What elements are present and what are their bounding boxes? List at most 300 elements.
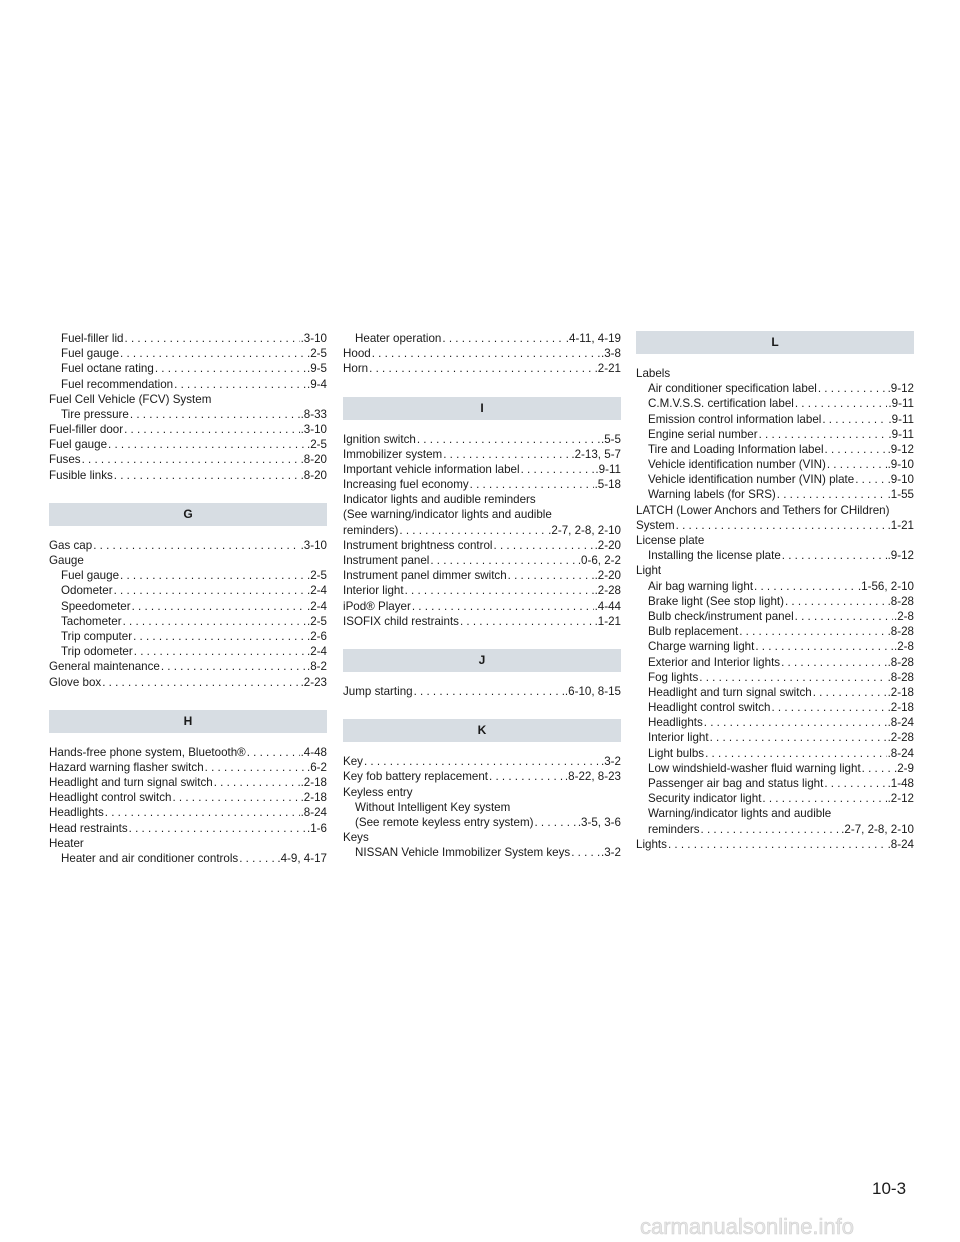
entry-page: .6-10, 8-15	[564, 684, 621, 698]
entry-text: NISSAN Vehicle Immobilizer System keys	[355, 846, 571, 860]
dot-leader	[701, 822, 841, 837]
dot-leader	[825, 442, 887, 457]
dot-leader	[414, 684, 564, 699]
dot-leader	[827, 457, 887, 472]
entry-text: Heater and air conditioner controls	[61, 852, 239, 866]
entry-text: Without Intelligent Key system	[355, 800, 511, 814]
entry-text: Trip odometer	[61, 645, 133, 659]
entry-text: Fuel-filler door	[49, 423, 124, 437]
index-entry	[49, 775, 327, 790]
dot-leader	[460, 614, 594, 629]
index-entry	[49, 453, 327, 468]
entry-page: .3-2	[601, 755, 621, 769]
entry-text: Headlight and turn signal switch	[49, 776, 213, 790]
entry-text: Key fob battery replacement	[343, 770, 489, 784]
entry-page: .8-28	[887, 670, 914, 684]
index-entry	[636, 503, 914, 518]
entry-page: .8-28	[887, 594, 914, 608]
section-letter-j: J	[343, 649, 621, 672]
entry-text: Fuel-filler lid	[61, 331, 124, 345]
entry-page: .1-56, 2-10	[857, 579, 914, 593]
entry-page: .3-2	[601, 846, 621, 860]
entry-text: Vehicle identification number (VIN)	[648, 458, 826, 472]
index-entry	[49, 790, 327, 805]
entry-text: Installing the license plate	[648, 549, 781, 563]
index-entry	[636, 381, 914, 396]
index-entry	[343, 553, 621, 568]
dot-leader	[405, 583, 594, 598]
dot-leader	[82, 453, 300, 468]
entry-text: Emission control information label	[648, 412, 822, 426]
entry-text: Fuel gauge	[61, 569, 120, 583]
dot-leader	[755, 639, 893, 654]
entry-page: .2-7, 2-8, 2-10	[548, 523, 621, 537]
entry-text: Air conditioner specification label	[648, 382, 817, 396]
index-entry	[49, 568, 327, 583]
page-number: 10-3	[872, 1179, 907, 1198]
index-entry	[636, 563, 914, 578]
index-entry	[49, 422, 327, 437]
entry-text: Gauge	[49, 554, 84, 568]
index-entry	[49, 583, 327, 598]
entry-text: Brake light (See stop light)	[648, 594, 784, 608]
index-entry	[343, 447, 621, 462]
index-entry	[636, 655, 914, 670]
index-entry	[636, 518, 914, 533]
entry-page: .1-48	[887, 777, 914, 791]
dot-leader	[771, 700, 886, 715]
index-entry	[343, 432, 621, 447]
index-entry	[636, 427, 914, 442]
index-entry	[343, 361, 621, 376]
entry-text: Glove box	[49, 675, 102, 689]
index-entry	[49, 806, 327, 821]
dot-leader	[214, 775, 300, 790]
entry-text: Headlight control switch	[49, 791, 172, 805]
entry-page: .2-5	[307, 438, 327, 452]
entry-page: .8-24	[300, 806, 327, 820]
dot-leader	[369, 361, 593, 376]
index-entry	[49, 821, 327, 836]
entry-page: .3-8	[601, 347, 621, 361]
index-entry	[343, 845, 621, 860]
entry-text: Bulb replacement	[648, 625, 739, 639]
section-letter-l: L	[636, 331, 914, 354]
index-entry	[343, 331, 621, 346]
dot-leader	[494, 538, 594, 553]
entry-text: Air bag warning light	[648, 579, 754, 593]
index-entry	[636, 594, 914, 609]
entry-text: Gas cap	[49, 538, 93, 552]
section-letter-i: I	[343, 397, 621, 420]
dot-leader	[120, 346, 306, 361]
dot-leader	[430, 553, 576, 568]
entry-text: Heater operation	[355, 331, 442, 345]
dot-leader	[123, 614, 306, 629]
index-entry	[49, 538, 327, 553]
dot-leader	[822, 412, 887, 427]
index-entry	[49, 553, 327, 568]
dot-leader	[108, 437, 306, 452]
entry-text: Interior light	[648, 731, 709, 745]
entry-text: Fusible links	[49, 468, 113, 482]
watermark-text: carmanualsonline.info	[640, 1214, 855, 1239]
entry-text: Fog lights	[648, 670, 699, 684]
index-entry	[343, 614, 621, 629]
index-entry	[636, 412, 914, 427]
entry-text: Charge warning light	[648, 640, 755, 654]
entry-page: .9-12	[887, 382, 914, 396]
entry-text: Ignition switch	[343, 432, 416, 446]
dot-leader	[443, 447, 570, 462]
index-entry	[636, 791, 914, 806]
entry-page: .1-21	[887, 518, 914, 532]
index-entry	[49, 599, 327, 614]
entry-page: .9-10	[887, 458, 914, 472]
entry-page: .3-10	[300, 423, 327, 437]
entry-text: ISOFIX child restraints	[343, 614, 459, 628]
entry-page: .2-28	[594, 584, 621, 598]
entry-text: Security indicator light	[648, 792, 762, 806]
index-column-2	[343, 331, 621, 861]
dot-leader	[372, 346, 600, 361]
section-letter-k: K	[343, 719, 621, 742]
entry-page: .8-24	[887, 746, 914, 760]
index-entry	[343, 785, 621, 800]
dot-leader	[710, 731, 887, 746]
dot-leader	[782, 548, 887, 563]
index-entry	[343, 508, 621, 523]
dot-leader	[174, 377, 306, 392]
dot-leader	[813, 685, 887, 700]
index-entry	[49, 851, 327, 866]
index-entry	[49, 437, 327, 452]
section-letter-h: H	[49, 710, 327, 733]
entry-page: .2-13, 5-7	[571, 447, 621, 461]
entry-text: Vehicle identification number (VIN) plate	[648, 473, 855, 487]
index-entry	[49, 675, 327, 690]
index-entry	[343, 523, 621, 538]
entry-page: .3-10	[300, 331, 327, 345]
entry-text: Fuel Cell Vehicle (FCV) System	[49, 392, 212, 406]
entry-text: Engine serial number	[648, 427, 758, 441]
dot-leader	[824, 776, 886, 791]
index-entry	[636, 715, 914, 730]
index-column-3	[636, 331, 914, 852]
entry-page: .2-7, 2-8, 2-10	[841, 822, 914, 836]
index-entry	[636, 488, 914, 503]
dot-leader	[754, 579, 857, 594]
index-entry	[343, 583, 621, 598]
dot-leader	[704, 715, 887, 730]
dot-leader	[155, 361, 306, 376]
entry-text: Warning/indicator lights and audible	[648, 807, 832, 821]
entry-page: .2-5	[307, 347, 327, 361]
index-entry	[343, 754, 621, 769]
dot-leader	[129, 821, 306, 836]
dot-leader	[818, 381, 887, 396]
entry-page: .2-4	[307, 599, 327, 613]
entry-text: Bulb check/instrument panel	[648, 609, 794, 623]
entry-page: .2-12	[887, 792, 914, 806]
index-entry	[49, 659, 327, 674]
dot-leader	[132, 599, 306, 614]
entry-text: Fuel octane rating	[61, 362, 154, 376]
entry-page: .8-24	[887, 716, 914, 730]
entry-page: .2-20	[594, 538, 621, 552]
entry-page: .5-18	[594, 478, 621, 492]
index-entry	[343, 830, 621, 845]
dot-leader	[364, 754, 600, 769]
entry-page: .5-5	[601, 432, 621, 446]
entry-page: .8-20	[300, 468, 327, 482]
index-entry	[49, 392, 327, 407]
entry-page: .4-48	[300, 745, 327, 759]
entry-text: Heater	[49, 836, 84, 850]
entry-page: .2-21	[594, 362, 621, 376]
index-entry	[636, 457, 914, 472]
entry-text: reminders)	[343, 523, 399, 537]
entry-text: Horn	[343, 362, 369, 376]
dot-leader	[120, 568, 306, 583]
dot-leader	[399, 523, 547, 538]
dot-leader	[417, 432, 600, 447]
entry-text: Fuel gauge	[49, 438, 108, 452]
entry-text: Keyless entry	[343, 785, 413, 799]
entry-page: .2-18	[887, 701, 914, 715]
index-entry	[636, 746, 914, 761]
entry-text: Immobilizer system	[343, 447, 443, 461]
index-entry	[636, 761, 914, 776]
index-entry	[343, 462, 621, 477]
index-column-1	[49, 331, 327, 866]
dot-leader	[239, 851, 276, 866]
entry-page: .2-8	[894, 640, 914, 654]
index-entry	[343, 800, 621, 815]
index-entry	[636, 442, 914, 457]
entry-text: Hood	[343, 347, 371, 361]
dot-leader	[705, 746, 886, 761]
entry-page: .1-6	[307, 821, 327, 835]
index-entry	[343, 769, 621, 784]
entry-page: .2-5	[307, 614, 327, 628]
index-entry	[636, 548, 914, 563]
entry-text: reminders	[648, 822, 700, 836]
entry-text: Warning labels (for SRS)	[648, 488, 776, 502]
index-entry	[636, 685, 914, 700]
entry-text: Light	[636, 564, 662, 578]
entry-text: Low windshield-washer fluid warning light	[648, 761, 861, 775]
entry-page: .9-11	[888, 427, 914, 441]
index-entry	[636, 822, 914, 837]
dot-leader	[412, 599, 594, 614]
entry-page: .8-22, 8-23	[564, 770, 621, 784]
entry-page: .2-6	[307, 629, 327, 643]
index-entry	[343, 568, 621, 583]
dot-leader	[676, 518, 887, 533]
entry-page: .2-18	[300, 791, 327, 805]
entry-page: .8-33	[300, 407, 327, 421]
entry-text: General maintenance	[49, 660, 160, 674]
index-entry	[49, 377, 327, 392]
entry-text: Important vehicle information label	[343, 462, 520, 476]
index-entry	[636, 639, 914, 654]
index-entry	[636, 472, 914, 487]
index-entry	[636, 579, 914, 594]
entry-text: Hazard warning flasher switch	[49, 760, 204, 774]
dot-leader	[508, 568, 594, 583]
dot-leader	[777, 488, 887, 503]
index-entry	[49, 331, 327, 346]
dot-leader	[114, 468, 300, 483]
entry-page: .2-4	[307, 645, 327, 659]
entry-text: Instrument panel	[343, 554, 430, 568]
index-entry	[636, 624, 914, 639]
entry-text: Trip computer	[61, 629, 133, 643]
entry-page: .4-44	[594, 599, 621, 613]
entry-text: C.M.V.S.S. certification label	[648, 397, 794, 411]
entry-page: .9-4	[307, 377, 327, 391]
dot-leader	[114, 583, 306, 598]
entry-text: Indicator lights and audible reminders	[343, 493, 536, 507]
entry-page: .9-12	[887, 442, 914, 456]
entry-text: (See remote keyless entry system)	[355, 815, 534, 829]
dot-leader	[102, 675, 299, 690]
index-entry	[636, 533, 914, 548]
dot-leader	[571, 845, 600, 860]
entry-text: (See warning/indicator lights and audible	[343, 508, 552, 522]
dot-leader	[862, 761, 893, 776]
entry-page: .1-55	[887, 488, 914, 502]
entry-text: Lights	[636, 837, 667, 851]
index-entry	[343, 477, 621, 492]
entry-page: .0-6, 2-2	[577, 554, 621, 568]
entry-text: Fuel recommendation	[61, 377, 174, 391]
dot-leader	[855, 472, 886, 487]
entry-text: Tire and Loading Information label	[648, 442, 824, 456]
dot-leader	[105, 806, 300, 821]
entry-text: Increasing fuel economy	[343, 478, 469, 492]
index-entry	[636, 700, 914, 715]
index-entry	[636, 366, 914, 381]
entry-text: Tire pressure	[61, 407, 129, 421]
dot-leader	[489, 769, 564, 784]
section-letter-g: G	[49, 503, 327, 526]
index-entry	[49, 760, 327, 775]
index-entry	[636, 837, 914, 852]
index-entry	[343, 346, 621, 361]
entry-text: Keys	[343, 831, 369, 845]
index-entry	[49, 836, 327, 851]
entry-page: .4-11, 4-19	[565, 331, 621, 345]
entry-text: iPod® Player	[343, 599, 411, 613]
entry-page: .2-20	[594, 569, 621, 583]
entry-text: Instrument panel dimmer switch	[343, 569, 507, 583]
entry-text: Tachometer	[61, 614, 122, 628]
index-entry	[49, 614, 327, 629]
entry-page: .8-2	[307, 660, 327, 674]
index-entry	[636, 670, 914, 685]
index-entry	[49, 407, 327, 422]
index-entry	[636, 806, 914, 821]
entry-page: .8-28	[887, 625, 914, 639]
index-entry	[49, 629, 327, 644]
entry-text: Interior light	[343, 584, 404, 598]
dot-leader	[125, 331, 300, 346]
entry-page: .9-11	[888, 397, 914, 411]
entry-page: .2-8	[894, 609, 914, 623]
dot-leader	[739, 624, 886, 639]
dot-leader	[442, 331, 564, 346]
entry-text: Fuel gauge	[61, 347, 120, 361]
dot-leader	[668, 837, 887, 852]
entry-page: .8-28	[887, 655, 914, 669]
entry-page: .8-24	[887, 837, 914, 851]
entry-text: License plate	[636, 534, 705, 548]
dot-leader	[785, 594, 887, 609]
dot-leader	[534, 815, 576, 830]
dot-leader	[762, 791, 886, 806]
dot-leader	[699, 670, 886, 685]
entry-text: LATCH (Lower Anchors and Tethers for CHildren)	[636, 503, 890, 517]
entry-text: Speedometer	[61, 599, 131, 613]
entry-text: Instrument brightness control	[343, 538, 493, 552]
entry-text: Headlight and turn signal switch	[648, 685, 812, 699]
watermark	[0, 1180, 960, 1242]
entry-page: .9-11	[595, 462, 621, 476]
index-entry	[343, 492, 621, 507]
entry-page: .9-12	[887, 549, 914, 563]
watermark-logo	[640, 1212, 960, 1240]
entry-text: Headlights	[648, 716, 703, 730]
entry-text: Headlight control switch	[648, 701, 771, 715]
dot-leader	[470, 477, 594, 492]
entry-page: .3-5, 3-6	[577, 815, 621, 829]
entry-text: System	[636, 518, 675, 532]
entry-text: Headlights	[49, 806, 104, 820]
entry-page: .2-5	[307, 569, 327, 583]
index-entry	[343, 538, 621, 553]
dot-leader	[781, 655, 886, 670]
index-entry	[636, 609, 914, 624]
entry-page: .9-11	[888, 412, 914, 426]
index-entry	[49, 346, 327, 361]
dot-leader	[161, 659, 306, 674]
dot-leader	[134, 644, 306, 659]
index-entry	[343, 684, 621, 699]
dot-leader	[130, 407, 300, 422]
entry-page: .3-10	[300, 538, 327, 552]
entry-text: Hands-free phone system, Bluetooth®	[49, 745, 246, 759]
index-entry	[343, 599, 621, 614]
dot-leader	[759, 427, 888, 442]
entry-page: .2-4	[307, 584, 327, 598]
entry-page: .2-18	[887, 685, 914, 699]
entry-text: Passenger air bag and status light	[648, 777, 824, 791]
entry-text: Odometer	[61, 584, 113, 598]
index-entry	[49, 745, 327, 760]
dot-leader	[93, 538, 299, 553]
entry-page: .2-28	[887, 731, 914, 745]
entry-page: .2-18	[300, 776, 327, 790]
entry-page: .9-5	[307, 362, 327, 376]
index-entry	[49, 644, 327, 659]
dot-leader	[795, 396, 888, 411]
dot-leader	[521, 462, 595, 477]
entry-text: Labels	[636, 366, 671, 380]
entry-page: .2-9	[894, 761, 914, 775]
entry-page: .9-10	[887, 473, 914, 487]
